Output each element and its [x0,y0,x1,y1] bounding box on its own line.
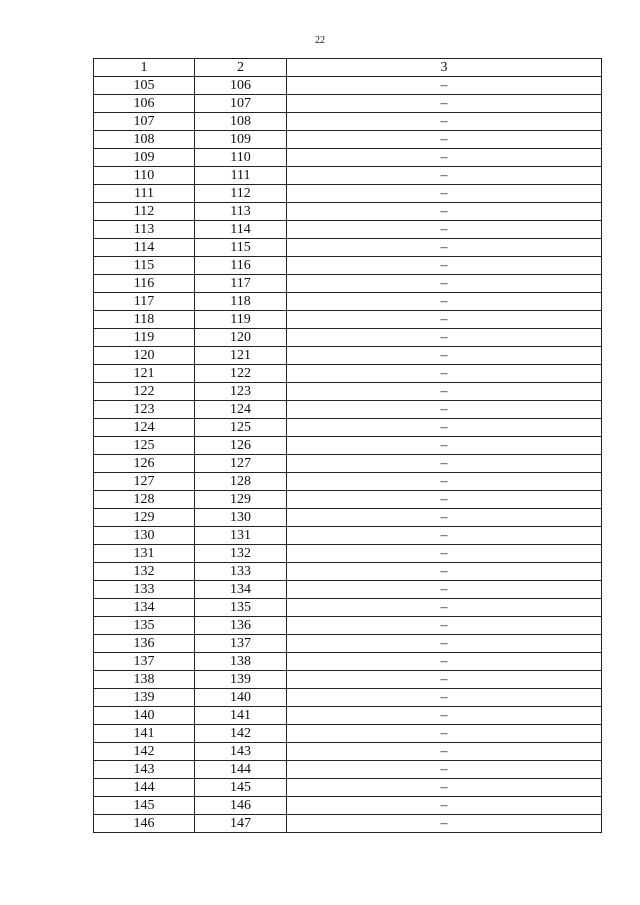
table-cell-col-2: 134 [195,581,287,599]
table-cell-col-1: 140 [94,707,195,725]
table-cell-col-2: 110 [195,149,287,167]
table-row [94,653,602,671]
table-cell-col-2: 114 [195,221,287,239]
table-cell-col-3: – [287,239,602,257]
table-cell-col-3: – [287,707,602,725]
table-cell-col-2: 126 [195,437,287,455]
table-row [94,221,602,239]
table-cell-col-2: 139 [195,671,287,689]
table-cell-col-1: 125 [94,437,195,455]
table-row [94,401,602,419]
table-cell-col-2: 108 [195,113,287,131]
table-cell-col-2: 106 [195,77,287,95]
table-cell-col-3: – [287,95,602,113]
table-cell-col-1: 142 [94,743,195,761]
table-cell-col-2: 133 [195,563,287,581]
table-cell-col-3: – [287,311,602,329]
table-cell-col-3: – [287,347,602,365]
table-cell-col-1: 107 [94,113,195,131]
table-row [94,203,602,221]
table-cell-col-2: 143 [195,743,287,761]
table-cell-col-2: 130 [195,509,287,527]
table-cell-col-2: 128 [195,473,287,491]
table-row [94,581,602,599]
table-cell-col-1: 130 [94,527,195,545]
table-cell-col-2: 123 [195,383,287,401]
table-cell-col-1: 141 [94,725,195,743]
table-cell-col-1: 139 [94,689,195,707]
table-cell-col-2: 146 [195,797,287,815]
table-cell-col-1: 128 [94,491,195,509]
table-row [94,455,602,473]
table-cell-col-1: 106 [94,95,195,113]
table-row [94,149,602,167]
table-cell-col-3: – [287,383,602,401]
table-cell-col-2: 131 [195,527,287,545]
table-cell-col-1: 123 [94,401,195,419]
table-row [94,779,602,797]
table-cell-col-2: 136 [195,617,287,635]
table-cell-col-3: – [287,815,602,833]
table-cell-col-3: – [287,509,602,527]
table-cell-col-1: 112 [94,203,195,221]
table-cell-col-2: 144 [195,761,287,779]
table-cell-col-1: 126 [94,455,195,473]
table-row [94,707,602,725]
table-cell-col-1: 131 [94,545,195,563]
table-cell-col-3: – [287,653,602,671]
table-cell-col-3: – [287,401,602,419]
table-row [94,689,602,707]
table-row [94,185,602,203]
table-cell-col-1: 137 [94,653,195,671]
table-cell-col-3: – [287,491,602,509]
table-cell-col-3: – [287,581,602,599]
table-cell-col-2: 122 [195,365,287,383]
table-cell-col-3: – [287,419,602,437]
table-cell-col-2: 120 [195,329,287,347]
table-cell-col-3: – [287,185,602,203]
table-row [94,257,602,275]
table-row [94,563,602,581]
table-cell-col-3: – [287,329,602,347]
table-row [94,509,602,527]
table-cell-col-2: 125 [195,419,287,437]
table-row [94,329,602,347]
table-cell-col-3: – [287,365,602,383]
table-row [94,383,602,401]
table-cell-col-3: – [287,599,602,617]
table-row [94,437,602,455]
table-row [94,797,602,815]
header-row [94,59,602,77]
table-cell-col-3: – [287,761,602,779]
table-cell-col-1: 111 [94,185,195,203]
table-cell-col-2: 129 [195,491,287,509]
table-cell-col-3: – [287,635,602,653]
table-cell-col-2: 135 [195,599,287,617]
table-cell-col-1: 135 [94,617,195,635]
table-cell-col-1: 134 [94,599,195,617]
table-cell-col-2: 132 [195,545,287,563]
table-cell-col-2: 107 [195,95,287,113]
table-row [94,491,602,509]
table-cell-col-2: 117 [195,275,287,293]
table-cell-col-3: – [287,113,602,131]
table-row [94,761,602,779]
column-header-2: 2 [195,59,287,77]
table-cell-col-1: 124 [94,419,195,437]
table-cell-col-1: 114 [94,239,195,257]
table-cell-col-3: – [287,743,602,761]
table-cell-col-1: 116 [94,275,195,293]
table-cell-col-3: – [287,545,602,563]
table-row [94,77,602,95]
table-cell-col-2: 119 [195,311,287,329]
table-cell-col-3: – [287,671,602,689]
table-cell-col-2: 109 [195,131,287,149]
table-row [94,311,602,329]
table-cell-col-2: 142 [195,725,287,743]
table-cell-col-2: 127 [195,455,287,473]
table-cell-col-2: 145 [195,779,287,797]
table-row [94,131,602,149]
table-row [94,239,602,257]
table-row [94,293,602,311]
table-row [94,725,602,743]
table-row [94,671,602,689]
table-cell-col-2: 137 [195,635,287,653]
table-cell-col-1: 120 [94,347,195,365]
table-row [94,635,602,653]
table-cell-col-3: – [287,617,602,635]
table-cell-col-3: – [287,797,602,815]
table-cell-col-3: – [287,437,602,455]
table-cell-col-1: 143 [94,761,195,779]
table-cell-col-1: 105 [94,77,195,95]
table-cell-col-1: 118 [94,311,195,329]
table-cell-col-3: – [287,77,602,95]
table-cell-col-2: 138 [195,653,287,671]
table-cell-col-3: – [287,275,602,293]
table-cell-col-2: 116 [195,257,287,275]
table-cell-col-1: 136 [94,635,195,653]
data-table [93,58,602,833]
table-header [94,59,602,77]
table-cell-col-2: 147 [195,815,287,833]
table-row [94,419,602,437]
table-cell-col-1: 108 [94,131,195,149]
table-cell-col-1: 144 [94,779,195,797]
page-number: 22 [315,35,325,46]
table-cell-col-3: – [287,725,602,743]
table-body [94,77,602,833]
table-cell-col-1: 110 [94,167,195,185]
table-row [94,347,602,365]
table-row [94,527,602,545]
table-row [94,473,602,491]
table-cell-col-3: – [287,563,602,581]
table-cell-col-1: 121 [94,365,195,383]
table-cell-col-2: 124 [195,401,287,419]
table-cell-col-1: 119 [94,329,195,347]
table-cell-col-2: 141 [195,707,287,725]
table-row [94,167,602,185]
table-row [94,365,602,383]
column-header-1: 1 [94,59,195,77]
table-row [94,95,602,113]
table-row [94,275,602,293]
table-cell-col-2: 112 [195,185,287,203]
table-row [94,599,602,617]
table-cell-col-1: 133 [94,581,195,599]
table-cell-col-1: 117 [94,293,195,311]
table-cell-col-3: – [287,473,602,491]
table-cell-col-2: 113 [195,203,287,221]
table-cell-col-1: 127 [94,473,195,491]
table-cell-col-1: 122 [94,383,195,401]
table-cell-col-3: – [287,131,602,149]
table-cell-col-1: 109 [94,149,195,167]
table-cell-col-3: – [287,689,602,707]
table-cell-col-2: 111 [195,167,287,185]
table-cell-col-3: – [287,149,602,167]
table-row [94,815,602,833]
table-cell-col-1: 132 [94,563,195,581]
table-cell-col-3: – [287,203,602,221]
table-cell-col-3: – [287,779,602,797]
table-cell-col-2: 118 [195,293,287,311]
table-row [94,617,602,635]
table-cell-col-3: – [287,221,602,239]
table-cell-col-1: 138 [94,671,195,689]
table-cell-col-3: – [287,167,602,185]
table-cell-col-1: 146 [94,815,195,833]
table-cell-col-2: 115 [195,239,287,257]
table-cell-col-3: – [287,455,602,473]
table-cell-col-2: 140 [195,689,287,707]
table-row [94,545,602,563]
table-cell-col-3: – [287,293,602,311]
table-cell-col-1: 129 [94,509,195,527]
column-header-3: 3 [287,59,602,77]
table-row [94,113,602,131]
table-cell-col-2: 121 [195,347,287,365]
table-cell-col-3: – [287,527,602,545]
table-cell-col-1: 113 [94,221,195,239]
table-cell-col-3: – [287,257,602,275]
table-row [94,743,602,761]
table-cell-col-1: 115 [94,257,195,275]
table-cell-col-1: 145 [94,797,195,815]
